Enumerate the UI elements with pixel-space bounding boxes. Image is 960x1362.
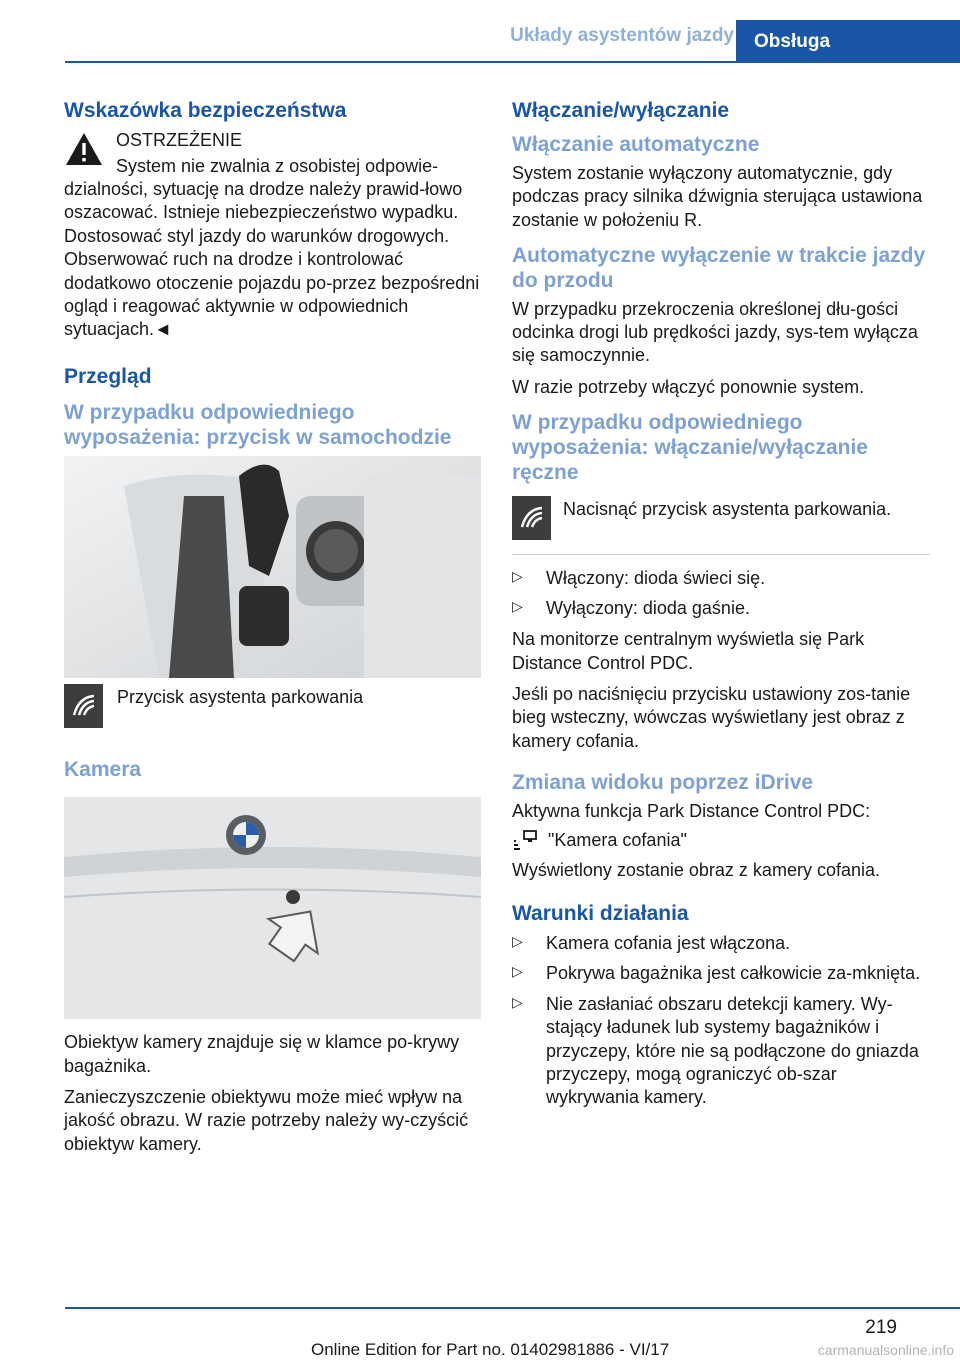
- warning-block: [64, 129, 481, 342]
- header-section-title: Układy asystentów jazdy: [510, 25, 734, 46]
- manual-instruction-row: [512, 496, 930, 540]
- left-column: [64, 98, 481, 1164]
- console-photo: [64, 456, 481, 678]
- list-item: ▷ Wyłączony: dioda gaśnie.: [512, 597, 750, 618]
- button-heading: W przypadku odpowiedniego wyposażenia: przycisk w samochodzie: [64, 400, 452, 449]
- onoff-heading: Włączanie/wyłączanie: [512, 99, 730, 122]
- footer-rule: [65, 1307, 960, 1309]
- footer-edition: Online Edition for Part no. 01402981886 - VI/17: [311, 1340, 670, 1359]
- idrive-text: Aktywna funkcja Park Distance Control PDC:: [512, 801, 871, 822]
- reverse-text: Jeśli po naciśnięciu przycisku ustawiony zos-tanie bieg wsteczny, wówczas wyświetlany jest obraz z kamery cofania.: [512, 684, 911, 751]
- page-number: 219: [865, 1317, 897, 1338]
- conditions-list: [512, 932, 930, 1110]
- list-item: ▷ Kamera cofania jest włączona.: [512, 932, 791, 953]
- bullet-triangle-icon: ▷: [512, 567, 523, 584]
- auto-on-text: System zostanie wyłączony automatycznie, gdy podczas pracy silnika dźwignia sterująca ustawiona zostanie w położeniu R.: [512, 162, 923, 230]
- list-item: ▷ Włączony: dioda świeci się.: [512, 567, 766, 588]
- manual-instruction: Nacisnąć przycisk asystenta parkowania.: [563, 498, 892, 519]
- conditions-heading: Warunki działania: [512, 901, 689, 925]
- camera-paragraph-1: Obiektyw kamery znajduje się w klamce po-krywy bagażnika.: [64, 1032, 460, 1076]
- auto-off-paragraph-2: W razie potrzeby włączyć ponownie system.: [512, 376, 865, 397]
- list-item: ▷ Nie zasłaniać obszaru detekcji kamery. Wy-stający ładunek lub systemy bagażników i przyczepy, które nie są podłączone do gniazda przyczepy, mogą ograniczyć ob-szar wykrywania kamery.: [512, 993, 919, 1108]
- bullet-triangle-icon: ▷: [512, 993, 523, 1010]
- trunk-handle-image: [64, 797, 481, 1019]
- manual-bullet-list: [512, 567, 930, 621]
- camera-view-icon: [512, 829, 538, 851]
- divider: [512, 554, 930, 555]
- idrive-option-row: [512, 829, 930, 851]
- auto-off-heading: Automatyczne wyłączenie w trakcie jazdy do przodu: [512, 244, 926, 292]
- park-assist-icon: [64, 684, 103, 728]
- right-column: [512, 98, 930, 1118]
- manual-heading: W przypadku odpowiedniego wyposażenia: włączanie/wyłączanie ręczne: [512, 411, 868, 484]
- list-item: ▷ Pokrywa bagażnika jest całkowicie za-mknięta.: [512, 963, 921, 984]
- header-rule: [65, 61, 960, 63]
- button-caption-row: [64, 684, 481, 728]
- auto-on-heading: Włączanie automatyczne: [512, 133, 760, 157]
- trunk-photo: [64, 797, 481, 1019]
- center-console-image: [64, 456, 481, 678]
- auto-off-paragraph-1: W przypadku przekroczenia określonej dłu-gości odcinka drogi lub prędkości jazdy, sys-tem wyłącza się samoczynnie.: [512, 298, 918, 366]
- bullet-triangle-icon: ▷: [512, 932, 523, 949]
- button-caption: Przycisk asystenta parkowania: [117, 687, 364, 708]
- idrive-heading: Zmiana widoku poprzez iDrive: [512, 771, 814, 795]
- warning-body: System nie zwalnia z osobistej odpowie-dzialności, sytuację na drodze należy prawid-łowo oszacować. Istnieje niebezpieczeństwo wypadku. Dostosować styl jazdy do warunków drogowych. Obserwować ruch na drodze i kontrolować dodatkowo otoczenie pojazdu po-przez bezpośredni ogląd i reagować aktywnie w odpowiednich sytuacjach.◄: [64, 155, 480, 340]
- park-assist-icon: [512, 496, 551, 540]
- bullet-triangle-icon: ▷: [512, 597, 523, 614]
- bullet-triangle-icon: ▷: [512, 963, 523, 980]
- overview-heading: Przegląd: [64, 364, 152, 388]
- camera-paragraph-2: Zanieczyszczenie obiektywu może mieć wpływ na jakość obrazu. W razie potrzeby należy wy-czyścić obiektyw kamery.: [64, 1086, 469, 1154]
- warning-triangle-icon: [64, 131, 104, 167]
- warning-title: OSTRZEŻENIE: [116, 130, 243, 151]
- camera-heading: Kamera: [64, 758, 142, 782]
- idrive-option: "Kamera cofania": [548, 829, 687, 850]
- header-tab-obsluga[interactable]: Obsługa: [736, 20, 960, 63]
- safety-heading: Wskazówka bezpieczeństwa: [64, 99, 347, 122]
- watermark: carmanualsonline.info: [817, 1342, 954, 1358]
- idrive-result: Wyświetlony zostanie obraz z kamery cofania.: [512, 860, 880, 881]
- monitor-text: Na monitorze centralnym wyświetla się Park Distance Control PDC.: [512, 629, 865, 673]
